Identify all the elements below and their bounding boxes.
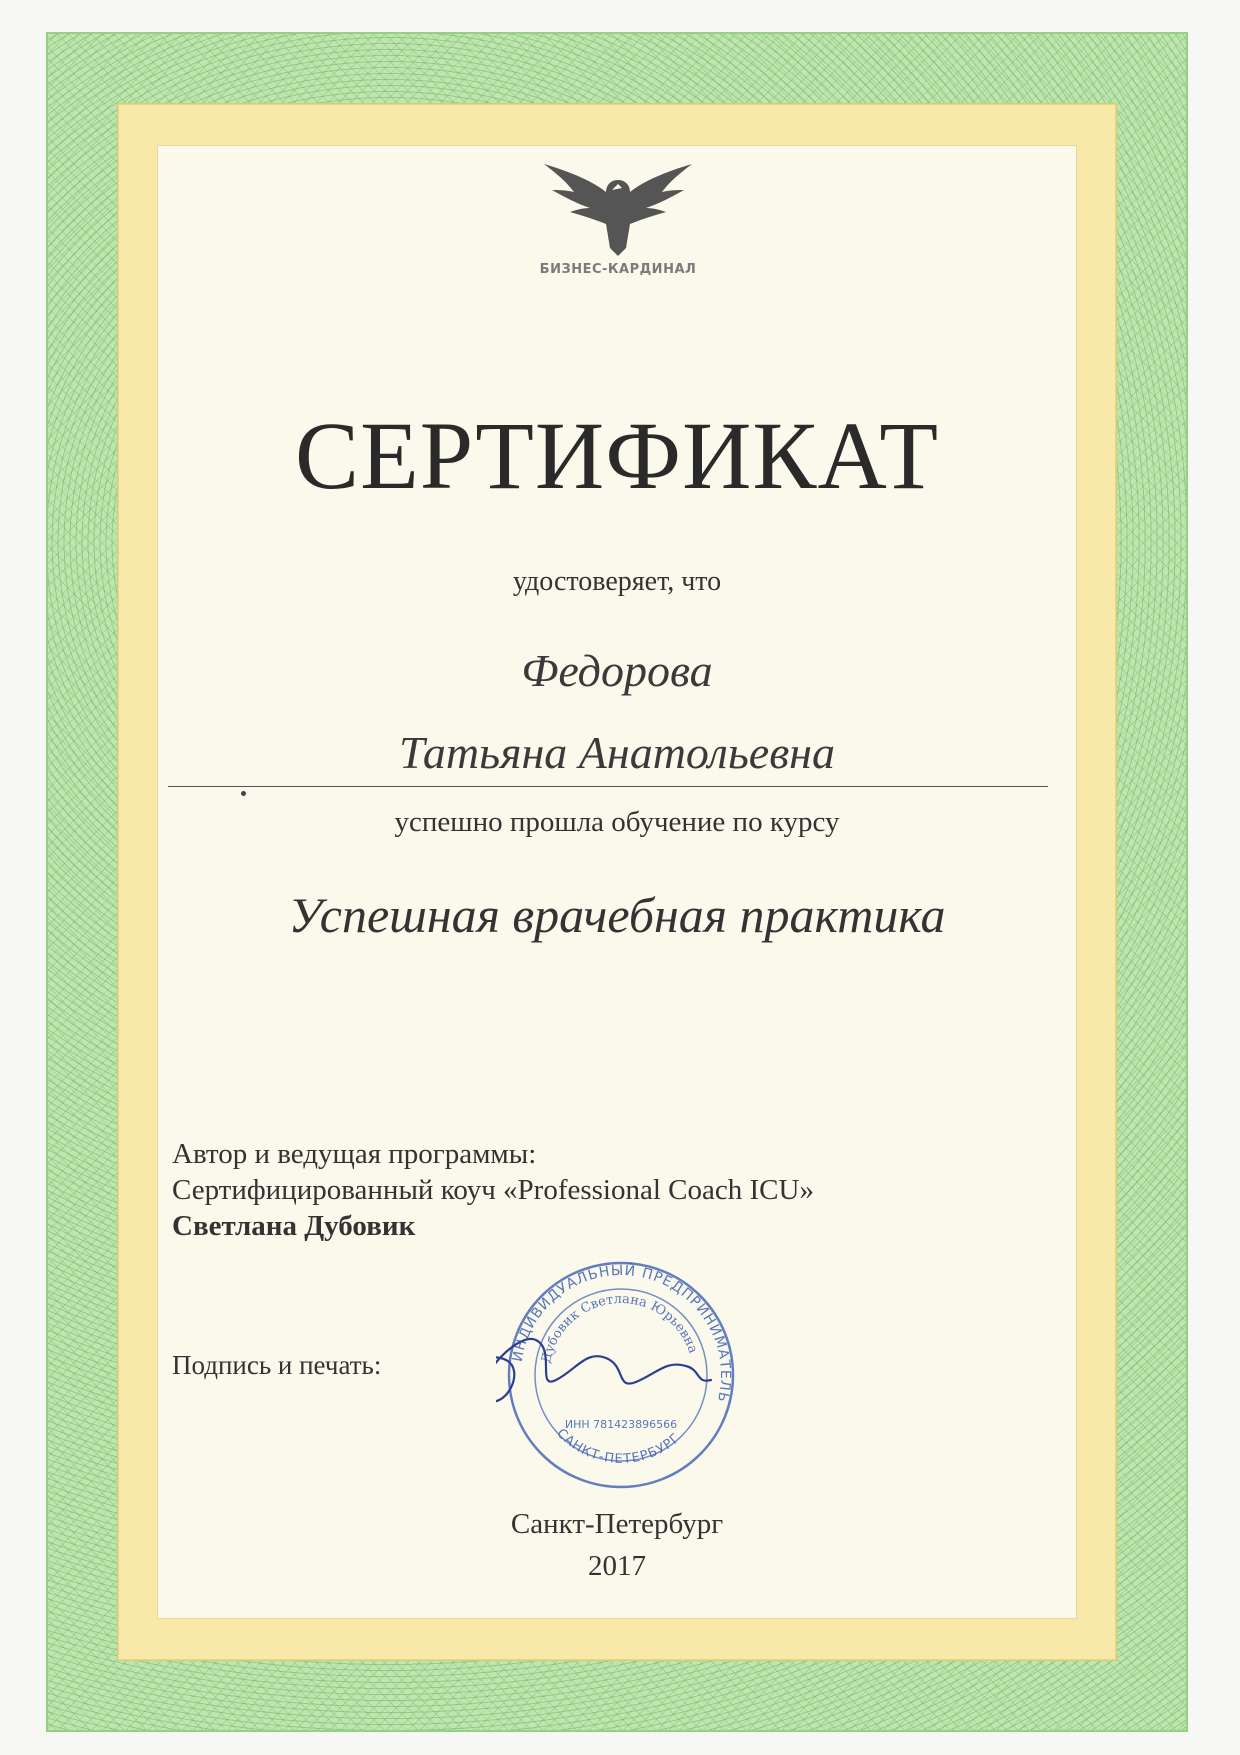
stamp-city: САНКТ-ПЕТЕРБУРГ: [553, 1425, 684, 1468]
stamp-outer-text: ИНДИВИДУАЛЬНЫЙ ПРЕДПРИНИМАТЕЛЬ: [509, 1262, 734, 1405]
signature-label: Подпись и печать:: [172, 1350, 382, 1380]
recipient-surname: Федорова: [521, 645, 713, 696]
svg-text:Дубовик Светлана Юрьевна: [539, 1292, 700, 1365]
author-block: [172, 1136, 1032, 1244]
eagle-icon: [538, 150, 698, 258]
course-name: Успешная врачебная практика: [288, 887, 946, 943]
stamp-inner-text: Дубовик Светлана Юрьевна: [538, 1291, 701, 1365]
certificate-title: СЕРТИФИКАТ: [295, 402, 939, 509]
author-name: Светлана Дубовик: [172, 1210, 416, 1242]
completed-text: успешно прошла обучение по курсу: [394, 806, 840, 838]
company-logo-text: БИЗНЕС-КАРДИНАЛ: [539, 262, 697, 277]
year: 2017: [588, 1550, 646, 1582]
author-label: Автор и ведущая программы:: [172, 1138, 537, 1170]
name-underline: [168, 786, 1048, 787]
company-stamp: [496, 1250, 746, 1500]
svg-text:САНКТ-ПЕТЕРБУРГ: [553, 1426, 683, 1467]
ink-dot: [241, 791, 246, 796]
stamp-inn: ИНН 781423896566: [564, 1418, 678, 1431]
svg-text:ИНДИВИДУАЛЬНЫЙ ПРЕДПРИНИМАТЕЛЬ: [510, 1261, 733, 1404]
city: Санкт-Петербург: [510, 1508, 724, 1540]
author-role: Сертифицированный коуч «Professional Coach ICU»: [172, 1174, 814, 1206]
company-logo: [528, 150, 708, 290]
recipient-name: Татьяна Анатольевна: [399, 727, 835, 778]
certifies-text: удостоверяет, что: [512, 566, 722, 597]
